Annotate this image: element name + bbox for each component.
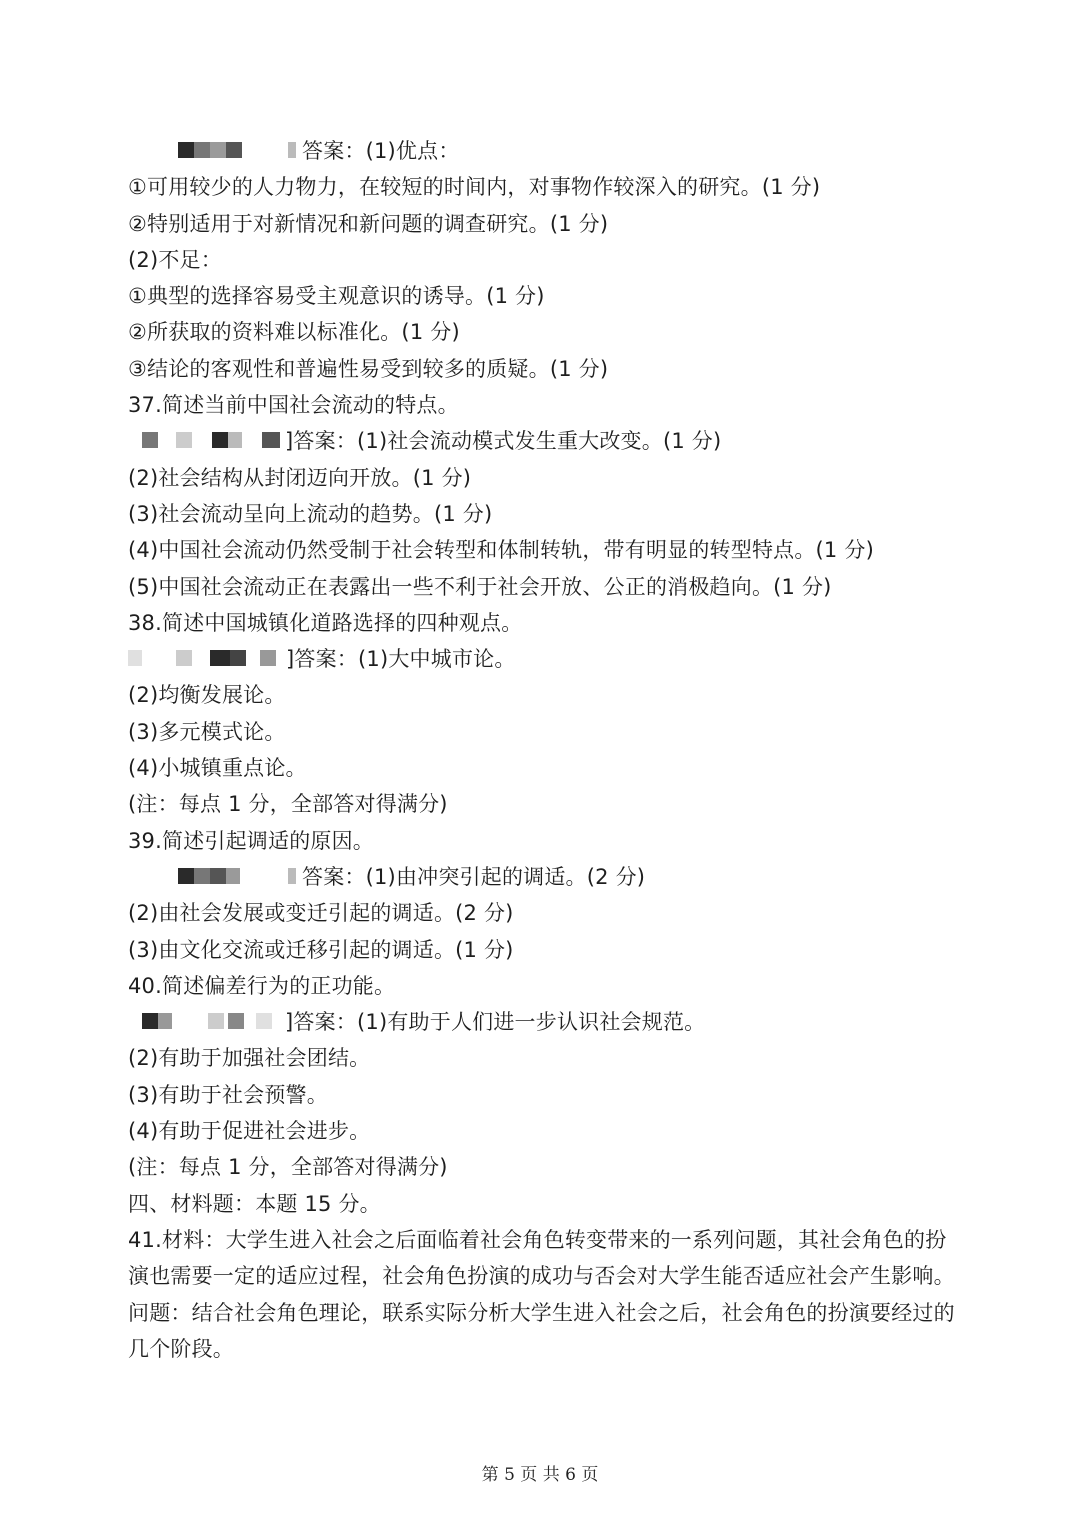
line-text: 答案：(1)优点： — [302, 139, 460, 163]
answer-content — [128, 133, 958, 1367]
answer-38-line — [128, 641, 958, 677]
redacted-label — [128, 648, 284, 670]
redacted-label — [128, 140, 300, 162]
page-number: 第 5 页 共 6 页 — [481, 1465, 599, 1485]
question-40: 40.简述偏差行为的正功能。 — [128, 973, 396, 998]
text-line: (2)由社会发展或变迁引起的调适。(2 分) — [128, 901, 514, 926]
answer-37-line — [128, 423, 958, 459]
question-38: 38.简述中国城镇化道路选择的四种观点。 — [128, 610, 523, 635]
question-37: 37.简述当前中国社会流动的特点。 — [128, 393, 459, 418]
note-line: (注：每点 1 分，全部答对得满分) — [128, 1155, 448, 1180]
text-line: (4)小城镇重点论。 — [128, 756, 307, 781]
text-line: (3)有助于社会预警。 — [128, 1082, 328, 1107]
text-line: (4)中国社会流动仍然受制于社会转型和体制转轨，带有明显的转型特点。(1 分) — [128, 538, 874, 563]
section-heading: 四、材料题：本题 15 分。 — [128, 1191, 381, 1216]
line-text: ]答案：(1)社会流动模式发生重大改变。(1 分) — [285, 429, 722, 454]
text-line: (2)不足： — [128, 247, 222, 272]
line-text: ]答案：(1)有助于人们进一步认识社会规范。 — [285, 1010, 706, 1035]
text-line: (3)社会流动呈向上流动的趋势。(1 分) — [128, 501, 493, 526]
redacted-label — [128, 430, 283, 452]
text-line: (3)多元模式论。 — [128, 719, 286, 744]
line-text: 答案：(1)由冲突引起的调适。(2 分) — [302, 864, 646, 889]
material-paragraph: 41.材料：大学生进入社会之后面临着社会角色转变带来的一系列问题，其社会角色的扮演也需要一定的适应过程，社会角色扮演的成功与否会对大学生能否适应社会产生影响。 — [128, 1227, 955, 1289]
text-line: (2)均衡发展论。 — [128, 683, 286, 708]
text-line: ①典型的选择容易受主观意识的诱导。(1 分) — [128, 284, 545, 309]
line-text: ]答案：(1)大中城市论。 — [286, 647, 516, 672]
answer-39-line — [128, 859, 958, 895]
text-line: (5)中国社会流动正在表露出一些不利于社会开放、公正的消极趋向。(1 分) — [128, 574, 832, 599]
text-line: (3)由文化交流或迁移引起的调适。(1 分) — [128, 937, 514, 962]
text-line: (4)有助于促进社会进步。 — [128, 1119, 371, 1144]
text-line: ③结论的客观性和普遍性易受到较多的质疑。(1 分) — [128, 356, 609, 381]
redacted-label — [128, 866, 300, 888]
text-line: (2)有助于加强社会团结。 — [128, 1046, 371, 1071]
text-line: (2)社会结构从封闭迈向开放。(1 分) — [128, 465, 472, 490]
question-39: 39.简述引起调适的原因。 — [128, 828, 374, 853]
note-line: (注：每点 1 分，全部答对得满分) — [128, 792, 448, 817]
question-paragraph: 问题：结合社会角色理论，联系实际分析大学生进入社会之后，社会角色的扮演要经过的几个阶段。 — [128, 1300, 955, 1361]
answer-36-line — [128, 133, 958, 169]
text-line: ②所获取的资料难以标准化。(1 分) — [128, 320, 460, 345]
answer-40-line — [128, 1004, 958, 1040]
text-line: ①可用较少的人力物力，在较短的时间内，对事物作较深入的研究。(1 分) — [128, 175, 821, 200]
redacted-label — [128, 1011, 283, 1033]
text-line: ②特别适用于对新情况和新问题的调查研究。(1 分) — [128, 211, 609, 236]
